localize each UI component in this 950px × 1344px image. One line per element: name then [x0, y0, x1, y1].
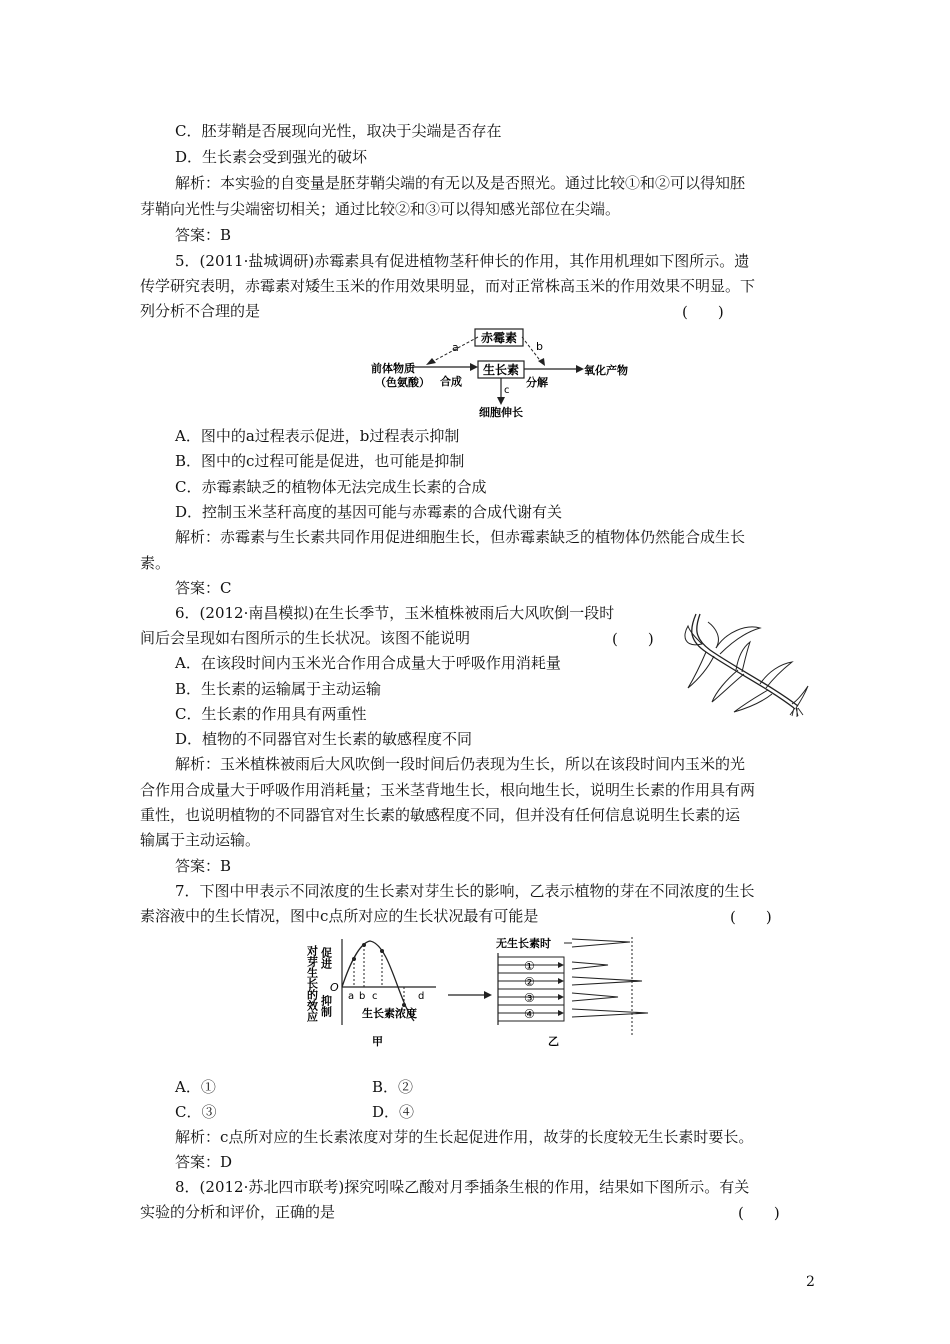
q7-stem-line2: 素溶液中的生长情况，图中c点所对应的生长状况最有可能是: [140, 907, 539, 925]
cell-elongation-label: 细胞伸长: [479, 406, 523, 419]
q5-option-b: B．图中的c过程可能是促进，也可能是抑制: [175, 452, 465, 470]
q6-option-d: D．植物的不同器官对生长素的敏感程度不同: [175, 730, 473, 748]
q5-answer: 答案：C: [175, 579, 232, 597]
yi-row-4: ④: [524, 1007, 535, 1021]
q8-stem-line2: 实验的分析和评价，正确的是: [140, 1203, 336, 1221]
q7-figure-jia: [305, 935, 450, 1048]
q7-explanation-line1: 解析：c点所对应的生长素浓度对芽的生长起促进作用，故芽的长度较无生长素时要长。: [175, 1128, 754, 1146]
q5-explanation-line1: 解析：赤霉素与生长素共同作用促进细胞生长，但赤霉素缺乏的植物体仍然能合成生长: [175, 528, 746, 546]
q4-option-c: C．胚芽鞘是否展现向光性，取决于尖端是否存在: [175, 122, 502, 140]
q6-option-c: C．生长素的作用具有两重性: [175, 705, 367, 723]
jia-point-d: d: [418, 991, 425, 1002]
yi-row-2: ②: [524, 975, 535, 989]
q6-option-b: B．生长素的运输属于主动运输: [175, 680, 382, 698]
yi-no-auxin-label: 无生长素时: [496, 937, 551, 950]
page-number: 2: [806, 1274, 815, 1290]
q7-stem-line1: 7．下图中甲表示不同浓度的生长素对芽生长的影响，乙表示植物的芽在不同浓度的生长: [175, 882, 755, 900]
q5-mechanism-diagram: [370, 325, 628, 419]
q5-stem-line1: 5．(2011·盐城调研)赤霉素具有促进植物茎秆伸长的作用，其作用机理如下图所示。遗: [175, 252, 750, 270]
synthesis-label: 合成: [440, 375, 462, 388]
q7-option-a: A．①: [175, 1078, 216, 1096]
jia-xlabel: 生长素浓度: [362, 1007, 417, 1020]
q5-stem-line3: 列分析不合理的是: [140, 302, 261, 320]
q6-explanation-line4: 输属于主动运输。: [140, 831, 261, 849]
q6-stem-line1: 6．(2012·南昌模拟)在生长季节，玉米植株被雨后大风吹倒一段时: [175, 604, 615, 622]
q6-explanation-line3: 重性，也说明植物的不同器官对生长素的敏感程度不同，但并没有任何信息说明生长素的运: [140, 806, 741, 824]
q7-answer-bracket: ( ): [730, 908, 772, 926]
q5-option-a: A．图中的a过程表示促进，b过程表示抑制: [175, 427, 460, 445]
q8-stem-line1: 8．(2012·苏北四市联考)探究吲哚乙酸对月季插条生根的作用，结果如下图所示。有关: [175, 1178, 750, 1196]
jia-inhibit-label: 抑制: [319, 995, 333, 1017]
oxidation-product-label: 氧化产物: [584, 364, 628, 377]
decompose-label: 分解: [526, 376, 548, 389]
jia-promote-label: 促进: [319, 947, 333, 969]
q4-option-d: D．生长素会受到强光的破坏: [175, 148, 368, 166]
q5-answer-bracket: ( ): [682, 303, 724, 321]
yi-caption: 乙: [548, 1035, 559, 1048]
q7-arrow: [448, 990, 492, 1000]
q6-explanation-line2: 合作用合成量大于呼吸作用消耗量；玉米茎背地生长，根向地生长，说明生长素的作用具有两: [140, 781, 756, 799]
jia-ylabel: 对芽生长的效应: [305, 945, 319, 1022]
precursor-label: 前体物质: [371, 362, 415, 375]
yi-row-1: ①: [524, 959, 535, 973]
jia-point-c: c: [372, 991, 378, 1002]
q5-option-d: D．控制玉米茎秆高度的基因可能与赤霉素的合成代谢有关: [175, 503, 563, 521]
q7-figure-yi: [490, 935, 650, 1047]
q4-explanation-line1: 解析：本实验的自变量是胚芽鞘尖端的有无以及是否照光。通过比较①和②可以得知胚: [175, 174, 746, 192]
q6-answer-bracket: ( ): [612, 630, 654, 648]
q7-answer: 答案：D: [175, 1153, 233, 1171]
q7-option-c: C．③: [175, 1103, 217, 1121]
label-a: a: [452, 341, 459, 354]
q7-option-b: B．②: [372, 1078, 414, 1096]
jia-point-a: a: [348, 991, 355, 1002]
q7-option-d: D．④: [372, 1103, 415, 1121]
q6-answer: 答案：B: [175, 857, 232, 875]
q6-stem-line2: 间后会呈现如右图所示的生长状况。该图不能说明: [140, 629, 471, 647]
q4-explanation-line2: 芽鞘向光性与尖端密切相关；通过比较②和③可以得知感光部位在尖端。: [140, 200, 621, 218]
precursor-label-2: （色氨酸）: [375, 376, 430, 389]
jia-caption: 甲: [372, 1035, 383, 1048]
yi-row-3: ③: [524, 991, 535, 1005]
q6-explanation-line1: 解析：玉米植株被雨后大风吹倒一段时间后仍表现为生长，所以在该段时间内玉米的光: [175, 755, 746, 773]
q5-stem-line2: 传学研究表明，赤霉素对矮生玉米的作用效果明显，而对正常株高玉米的作用效果不明显。下: [140, 277, 756, 295]
q4-answer: 答案：B: [175, 226, 232, 244]
jia-point-b: b: [359, 991, 366, 1002]
q6-option-a: A．在该段时间内玉米光合作用合成量大于呼吸作用消耗量: [175, 654, 561, 672]
jia-origin: O: [330, 981, 339, 994]
gibberellin-label: 赤霉素: [480, 331, 518, 345]
q5-explanation-line2: 素。: [140, 554, 171, 572]
label-b: b: [536, 340, 543, 353]
q8-answer-bracket: ( ): [738, 1204, 780, 1222]
q6-fallen-corn-plant-figure: [676, 608, 826, 718]
auxin-label: 生长素: [482, 363, 520, 377]
q5-option-c: C．赤霉素缺乏的植物体无法完成生长素的合成: [175, 478, 487, 496]
label-c: c: [504, 385, 510, 396]
